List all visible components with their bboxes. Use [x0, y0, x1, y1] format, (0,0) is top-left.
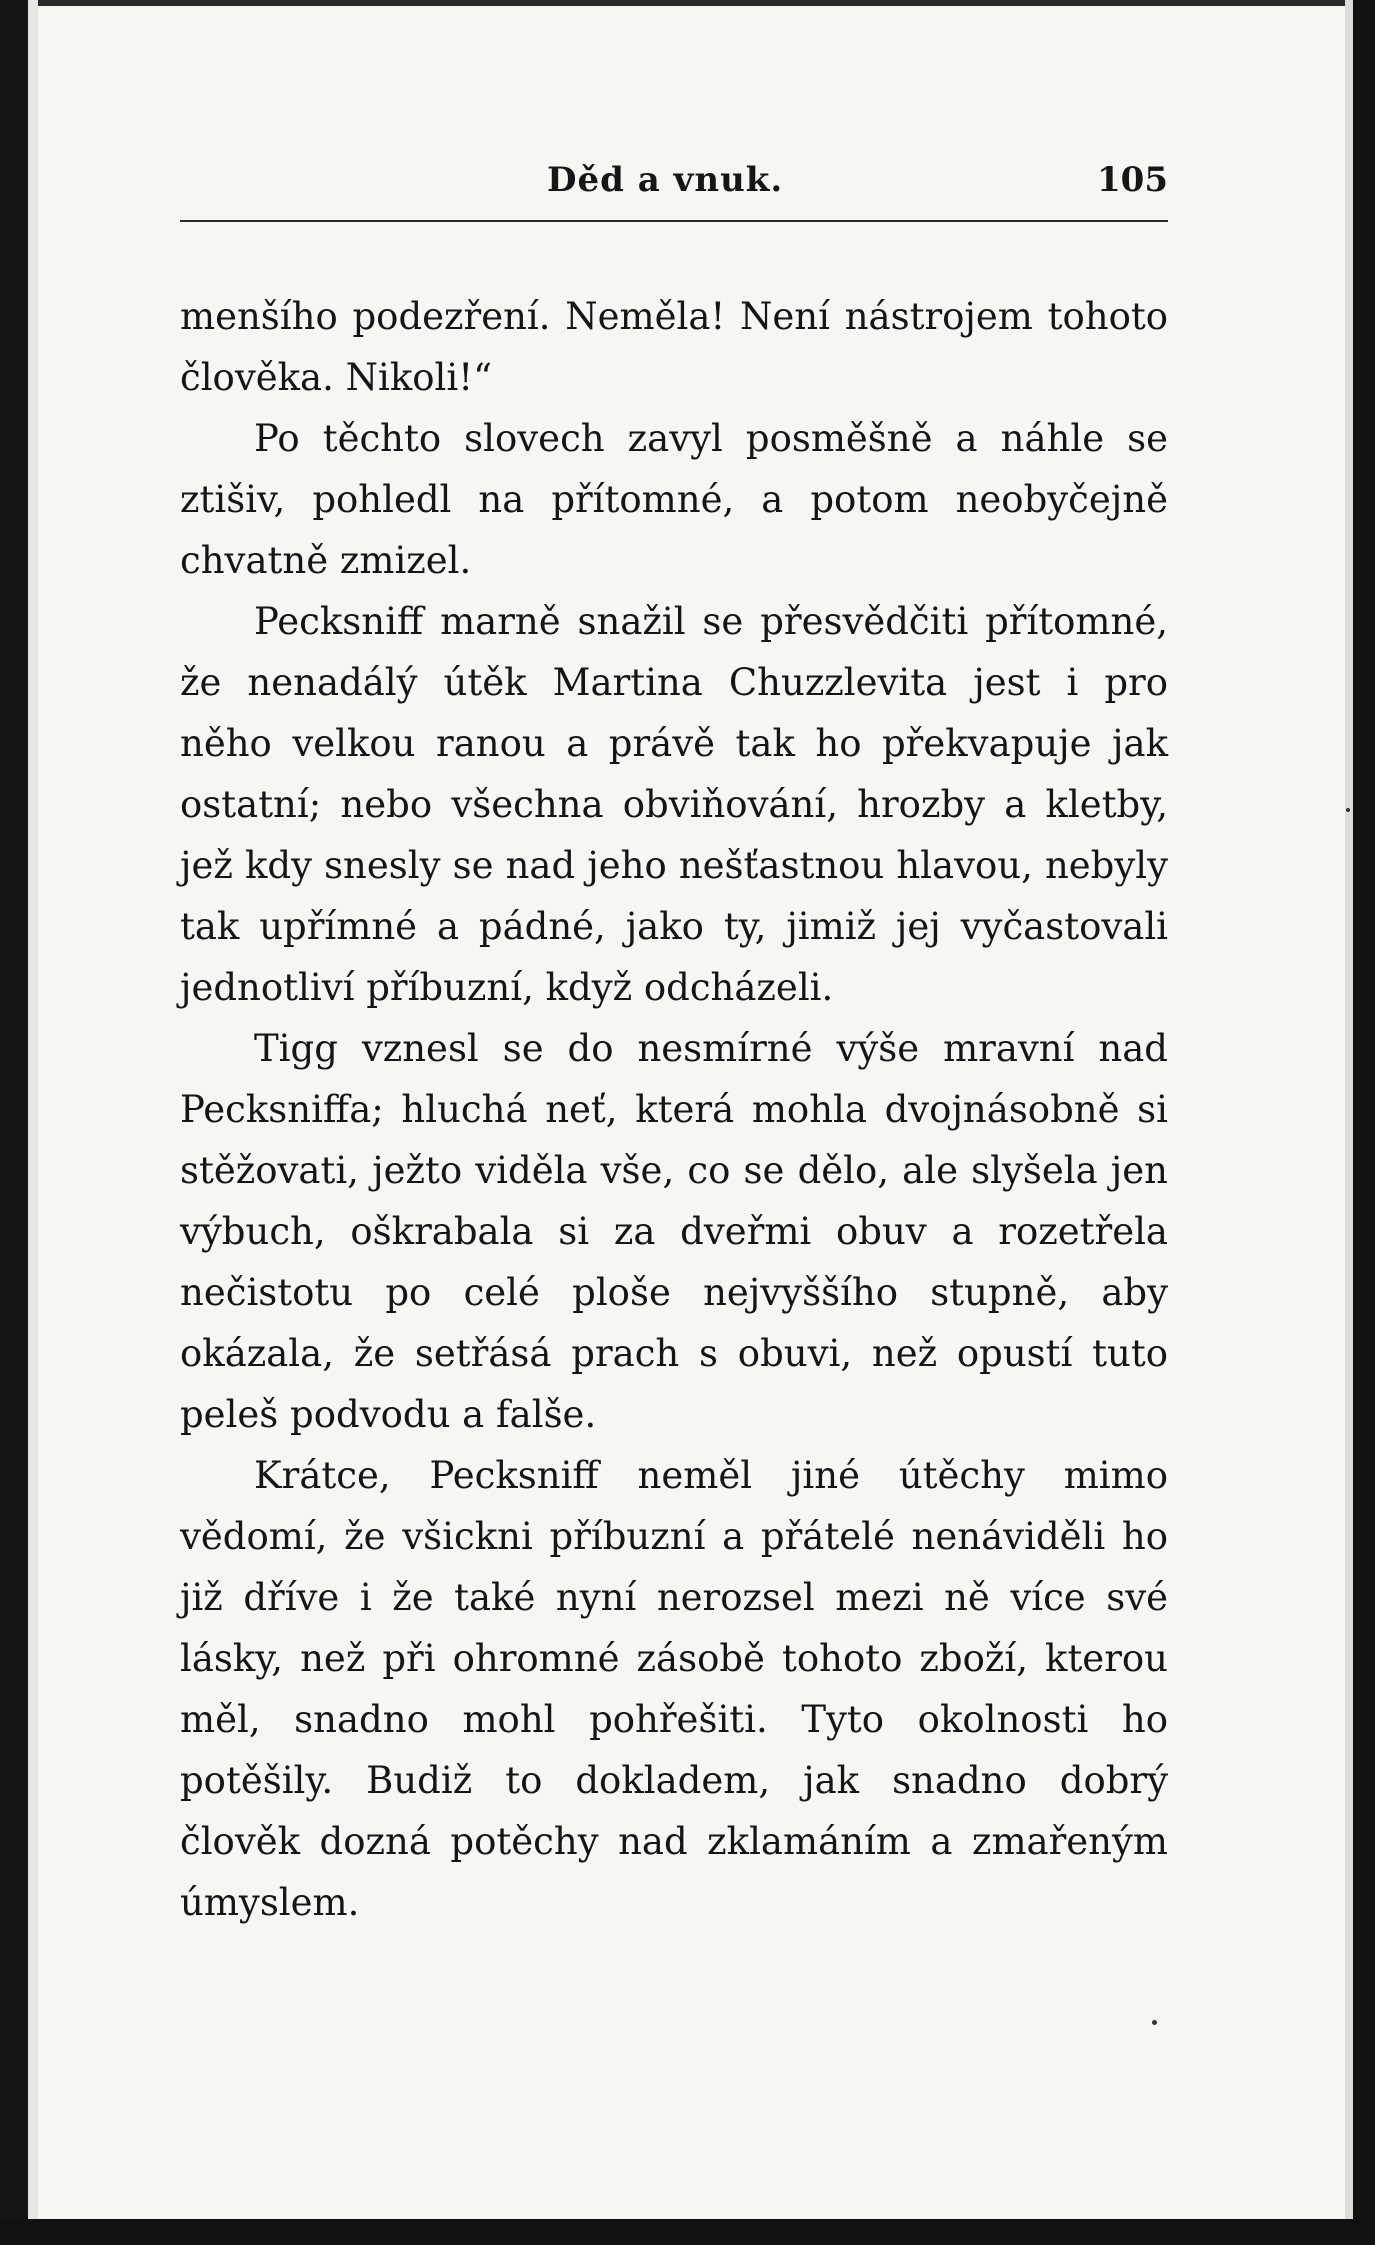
paragraph: Tigg vznesl se do nesmírné výše mravní nad Pecksniffa; hluchá neť, která mohla dvojnásobně si stěžovati, ježto viděla vše, co se dělo, ale slyšela jen výbuch, oškrabala si za dveřmi obuv a rozetřela nečistotu po celé ploše nejvyššího stupně, aby okázala, že setřásá prach s obuvi, než opustí tuto peleš podvodu a falše.: [180, 1027, 1168, 1436]
page-header: [180, 160, 1168, 210]
scan-bottom-edge: [0, 2219, 1375, 2245]
body-text: [180, 286, 1168, 1933]
scan-left-margin: [28, 0, 38, 2245]
running-title: Děd a vnuk.: [547, 160, 784, 200]
paragraph: Pecksniff marně snažil se přesvědčiti přítomné, že nenadálý útěk Martina Chuzzlevita jest i pro něho velkou ranou a právě tak ho překvapuje jak ostatní; nebo všechna obviňování, hrozby a kletby, jež kdy snesly se nad jeho nešťastnou hlavou, nebyly tak upřímné a pádné, jako ty, jimiž jej vyčastovali jednotliví příbuzní, když odcházeli.: [180, 600, 1168, 1009]
paragraph-continued: menšího podezření. Neměla! Není nástrojem tohoto člověka. Nikoli!“: [180, 295, 1168, 399]
scan-right-edge: [1353, 0, 1375, 2245]
scan-top-edge: [0, 0, 1375, 6]
header-rule: [180, 220, 1168, 222]
scan-left-edge: [0, 0, 28, 2245]
scan-speck: [1346, 808, 1350, 812]
page-number: 105: [1097, 160, 1168, 200]
scan-right-margin: [1345, 0, 1353, 2245]
scan-speck: [1152, 2020, 1157, 2025]
paragraph: Krátce, Pecksniff neměl jiné útěchy mimo vědomí, že všickni příbuzní a přátelé nenáviděli ho již dříve i že také nyní nerozsel mezi ně více své lásky, než při ohromné zásobě tohoto zboží, kterou měl, snadno mohl pohřešiti. Tyto okolnosti ho potěšily. Budiž to dokladem, jak snadno dobrý člověk dozná potěchy nad zklamáním a zmařeným úmyslem.: [180, 1454, 1168, 1924]
paragraph: Po těchto slovech zavyl posměšně a náhle se ztišiv, pohledl na přítomné, a potom neobyčejně chvatně zmizel.: [180, 417, 1168, 582]
